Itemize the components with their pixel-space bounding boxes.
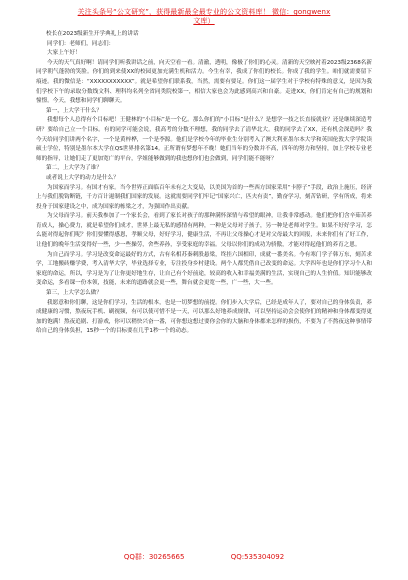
speech-document [36,30,372,337]
section-2-subheading: 或者说上大学的动力是什么？ [46,174,119,181]
section-3-paragraph: 我愿意和你们聊，这是你们学习，生活的根本，也是一切梦想的前提。你们步入大学后，已经是成年人了，要对自己的身体负责，养成健康的习惯，熬夜玩手机、刷视频，有可以使可惜不是一天，可以那么好地养成规律，可以坚持运动会会使你们的精神和身体都变得更加的饱满！熬夜追剧、打游戏，你可以稍快兴奋一番，可你想这想过要你会你的大脑和身体都来怎样的损伤，不要为了不熬夜这种事情带给自己的身体负担，15秒一个的目标要在几乎1秒一个的动态。 [36,299,372,335]
salutation-line-1: 同学们：老师们，同志们： [47,40,115,47]
section-2-paragraph-parents: 为父母而学习。前天我参加了一个家长会，看到了家长对孩子的那种满怀深情与希望的眼神，让我非常感动。他们把你们含辛茹苦养育成人，操心费力，就是希望你们成才，世界上最无私的感情有两种，一种是父母对子孩子，另一种是老师对学生。如果不好好学习，怎么能对得起你们呢？你们要懂得感恩，孝顺父母，好好学习，健康生活，不再让父母操心才是对父母最大的回报，未来你们有了好工作，让他们的晚年生活变得好一些，少一些操劳，舍些养孙，享受家庭的幸福。父母以你们的成功为骄傲，才能对得起他们的养育之恩。 [36,213,372,249]
qq-group-number: QQ群：30265665 [123,553,185,561]
section-1-paragraph: 我想每个人总得有个目标吧！王健林的“小目标”是一个亿。那么你们的“小目标”是什么？是想学一技之长直接就业？还是继续深造考研？要给自己立一个目标。有的同学可能会说，我高考的分数不理想，我的同学去了清华北大。我的同学去了XX，还有机会深造吗？我今天给同学们讲两个名字，一个是黄梓桦，一个是李源。他们是学校今年的毕业生分别考入了澳大利亚墨尔本大学和英国伦敦大学学院读硕士学位，特别是墨尔本大学在QS世界排名第14。正所谓有梦想年不晚！她们当年的分数并不高，四年的努力和坚持，加上学校专业老师的指导，让她们走了更加宽广的平台，学姐能够做到的我也想你们也会做到，同学们能不能呀？ [36,117,372,162]
contact-footer [0,552,408,562]
promo-banner-line-2: 文库） [193,17,215,25]
section-2-paragraph-self: 为自己而学习。学习是改变命运最好的方式，古有名相苏秦刺股悬梁，终挂六国相印，成就一番美名。今有寒门学子韩万东，刻苦求学，工地搬砖赚学费，考入清华大学，毕业选择专业，专注投身乡村建设。两个人都凭借自己改变的命运。大学四年也是你们学习个人和家庭的命运，所以，学习是为了让你更好地生存，让自己有个好前途，较高的收入和幸福美满的生活，实现自己的人生价值。知识能够改变命运，多看课一份本领，技能，未来的道路就会更一些，舞台就会更宽一些，广一些，大一些。 [36,251,372,287]
section-2-heading: 第二，上大学为了谁？ [46,165,102,172]
section-3-heading: 第三，上大学怎么做？ [46,290,102,297]
salutation-line-2: 大家上午好！ [47,50,81,57]
promo-banner-line-1: 关注头条号“公文研究”，获得最新最全最专业的公文资料库！ 微信：gongwenx [77,8,331,16]
intro-paragraph: 今天的天气真好啊！请同学们听我讲话之前，向天空看一看。清澈，透明，像极了你们的心灵。清新的天空映衬着2023级2368名新同学朝气蓬勃的笑脸。你们的到来使XX的校园更加充满生机和活力。今生有幸，我成了你们的校长。你成了我的学生。咱们就需要留下痕迹。我的微信是：“XXXXXXXXXXX”。就是希望你们联系我，当然，需要有要足。你们这一届学生对于学校有特殊的意义，是因为我们学校下午的录取分数线文科、理科均名列全省同类院校第一，相信大家也会为此感到高兴和自豪。走进XX，你们肯定有自己的规划和憧憬。今天，我想和同学们聊聊天。 [36,59,372,105]
promo-banner [0,8,408,26]
section-1-heading: 第一，上大学干什么？ [46,107,102,114]
section-2-paragraph-country: 为国家而学习。有国才有家。当今世界正面临百年未有之大变局，以美国为首的一些西方国家采用“卡脖子”手段，政治上施压，经济上与我们脱钩断链，千方百计遏制我们国家的发展。这就需要同学们牢记“国家兴亡，匹夫有责”，勤奋学习，刻苦钻研，学有所成，将来投身于国家建设之中，成为国家的栋梁之才，为强国作出贡献。 [36,184,372,210]
qq-number: QQ:535304092 [230,553,285,561]
speech-title: 校长在2023级新生开学典礼上的讲话 [46,31,139,37]
